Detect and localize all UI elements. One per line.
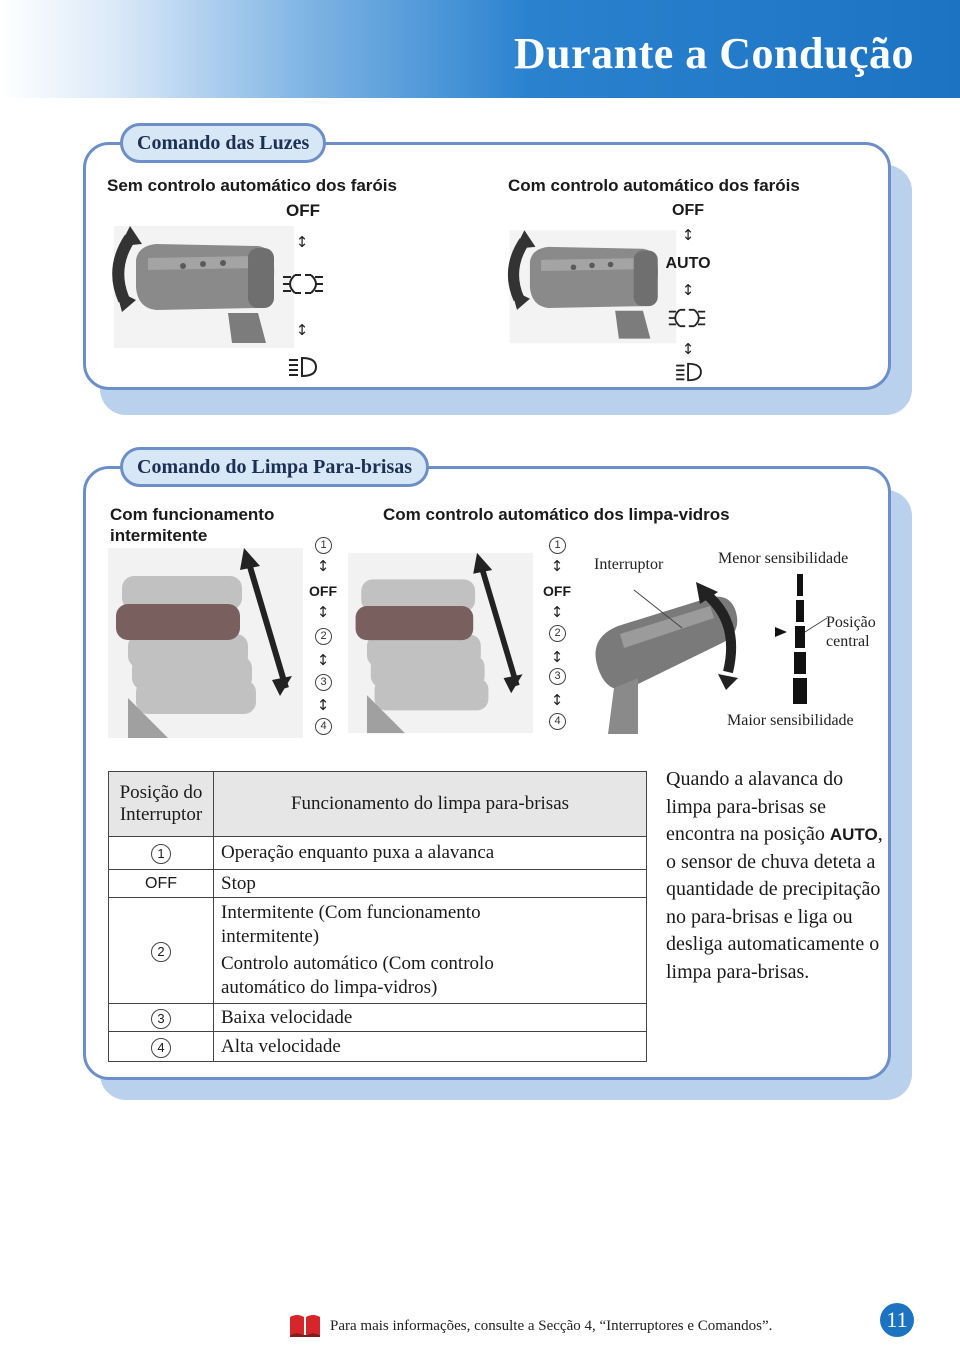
desc-line: automático do limpa-vidros) [221, 977, 438, 998]
wiper-mid-pos-3: 3 [549, 668, 566, 685]
table-cell-desc: Stop [214, 870, 647, 898]
lights-right-off-label: OFF [672, 202, 704, 219]
table-cell-pos [109, 1032, 214, 1062]
interruptor-label: Interruptor [594, 556, 664, 573]
table-header-position [109, 772, 214, 837]
auto-wiper-description [666, 766, 891, 986]
table-row [109, 898, 647, 1004]
wiper-mid-pos-4: 4 [549, 713, 566, 730]
lights-right-auto-label: AUTO [665, 255, 711, 272]
table-cell-pos: OFF [109, 870, 214, 898]
lights-right-subtitle: Com controlo automático dos faróis [508, 176, 800, 195]
posicao-label-1: Posição [826, 614, 876, 631]
wiper-mid-arrow-1: ↕ [550, 557, 564, 575]
description-text-after: , o sensor de chuva deteta a quantidade de precipitação no para-brisas e liga ou desliga automaticamente o limpa para-brisas. [666, 823, 883, 983]
position-3-marker: 3 [151, 1009, 171, 1029]
lights-right-arrow-3: ↕ [681, 340, 695, 358]
description-text-before: Quando a alavanca do limpa para-brisas se encontra na posição [666, 768, 844, 845]
lights-left-off-label: OFF [286, 201, 320, 220]
lights-left-arrow-1: ↕ [295, 233, 309, 251]
wiper-section-tab: Comando do Limpa Para-brisas [120, 447, 429, 487]
desc-line: Controlo automático (Com controlo [221, 953, 494, 974]
table-cell-desc [214, 898, 647, 1004]
table-cell-pos [109, 837, 214, 870]
wiper-left-pos-1: 1 [315, 537, 332, 554]
wiper-function-table [108, 771, 647, 1062]
wiper-left-arrow-1: ↕ [316, 557, 330, 575]
sensitivity-scale-icon [775, 572, 830, 704]
wiper-lever-auto-illustration [348, 548, 533, 738]
wiper-left-off: OFF [309, 583, 337, 599]
lights-section-tab: Comando das Luzes [120, 123, 326, 163]
wiper-left-subtitle-1: Com funcionamento [110, 505, 275, 524]
lights-left-arrow-2: ↕ [295, 321, 309, 339]
light-lever-illustration [108, 218, 298, 348]
lights-left-subtitle: Sem controlo automático dos faróis [107, 176, 397, 195]
table-row [109, 1032, 647, 1062]
description-auto-word: AUTO [829, 825, 878, 844]
wiper-left-arrow-2: ↕ [316, 603, 330, 621]
table-cell-pos [109, 898, 214, 1004]
menor-sensibilidade-label: Menor sensibilidade [718, 550, 849, 567]
wiper-left-pos-2: 2 [315, 628, 332, 645]
wiper-sensitivity-switch-illustration [578, 578, 748, 734]
table-cell-desc: Alta velocidade [214, 1032, 647, 1062]
maior-sensibilidade-label: Maior sensibilidade [727, 712, 854, 729]
table-cell-pos [109, 1004, 214, 1032]
light-lever-auto-illustration [504, 218, 680, 348]
wiper-mid-arrow-2: ↕ [550, 603, 564, 621]
footer-reference: Para mais informações, consulte a Secção 4, “Interruptores e Comandos”. [330, 1318, 773, 1334]
table-header-row [109, 772, 647, 837]
wiper-left-arrow-3: ↕ [316, 651, 330, 669]
wiper-right-subtitle: Com controlo automático dos limpa-vidros [383, 505, 730, 524]
posicao-label-2: central [826, 633, 870, 650]
desc-line: intermitente) [221, 926, 320, 947]
wiper-mid-arrow-3: ↕ [550, 648, 564, 666]
wiper-mid-pos-1: 1 [549, 537, 566, 554]
table-row [109, 1004, 647, 1032]
parking-light-icon-auto [673, 361, 705, 383]
table-row [109, 837, 647, 870]
wiper-mid-arrow-4: ↕ [550, 691, 564, 709]
wiper-mid-pos-2: 2 [549, 625, 566, 642]
wiper-left-arrow-4: ↕ [316, 696, 330, 714]
table-row [109, 870, 647, 898]
parking-light-icon [286, 355, 320, 379]
table-cell-desc: Baixa velocidade [214, 1004, 647, 1032]
wiper-left-pos-4: 4 [315, 718, 332, 735]
low-beam-icon-auto [667, 306, 707, 330]
lights-right-arrow-2: ↕ [681, 281, 695, 299]
page-number: 11 [880, 1303, 914, 1337]
wiper-left-pos-3: 3 [315, 674, 332, 691]
page-title: Durante a Condução [513, 29, 914, 78]
desc-line: Intermitente (Com funcionamento [221, 902, 481, 923]
table-header-position-line2: Interruptor [119, 804, 203, 825]
page-header [0, 0, 960, 98]
table-header-position-line1: Posição do [119, 782, 203, 803]
wiper-left-subtitle-2: intermitente [110, 526, 208, 545]
position-4-marker: 4 [151, 1038, 171, 1058]
table-cell-desc: Operação enquanto puxa a alavanca [214, 837, 647, 870]
wiper-lever-illustration [108, 548, 303, 738]
position-2-marker: 2 [151, 942, 171, 962]
book-icon [288, 1313, 322, 1337]
table-header-function: Funcionamento do limpa para-brisas [214, 772, 647, 837]
low-beam-icon [281, 271, 325, 297]
lights-right-arrow-1: ↕ [681, 226, 695, 244]
wiper-mid-off: OFF [543, 583, 571, 599]
position-1-marker: 1 [151, 844, 171, 864]
